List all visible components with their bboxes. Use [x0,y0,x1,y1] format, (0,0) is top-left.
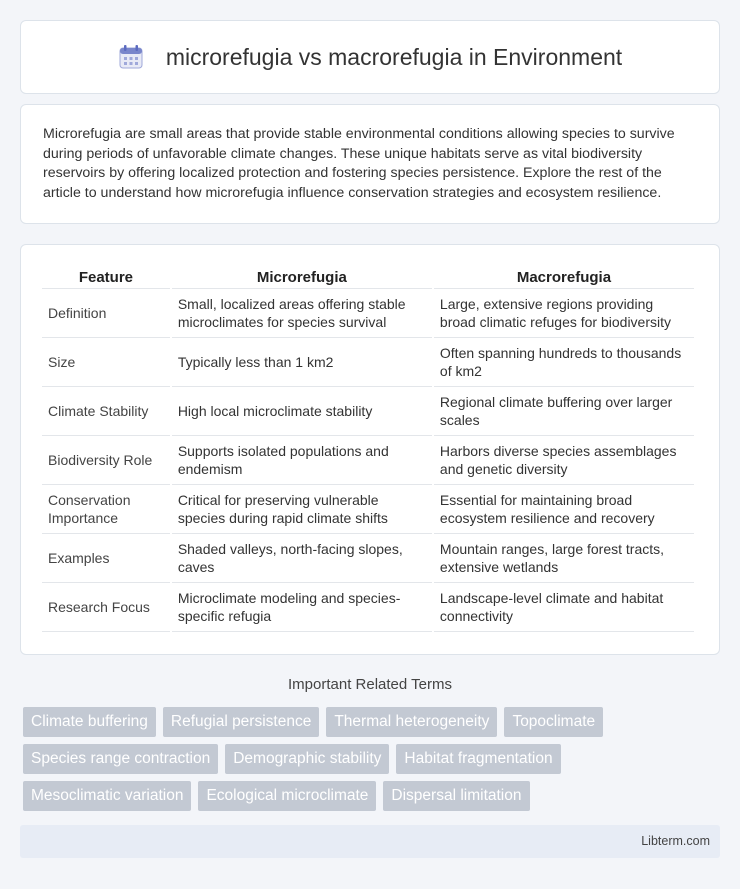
column-header: Feature [42,265,170,289]
table-row [42,436,694,485]
microrefugia-cell: High local microclimate stability [172,387,432,436]
feature-cell: Research Focus [42,583,170,632]
microrefugia-cell: Microclimate modeling and species-specific refugia [172,583,432,632]
feature-cell: Conservation Importance [42,485,170,534]
macrorefugia-cell: Large, extensive regions providing broad climatic refuges for biodiversity [434,289,694,338]
table-row [42,534,694,583]
comparison-card [20,244,720,655]
column-header: Macrorefugia [434,265,694,289]
related-term-tag[interactable]: Topoclimate [504,707,603,737]
microrefugia-cell: Typically less than 1 km2 [172,338,432,387]
microrefugia-cell: Supports isolated populations and endemism [172,436,432,485]
table-row [42,289,694,338]
microrefugia-cell: Critical for preserving vulnerable species during rapid climate shifts [172,485,432,534]
page-title: microrefugia vs macrorefugia in Environment [165,43,623,70]
feature-cell: Biodiversity Role [42,436,170,485]
column-header: Microrefugia [172,265,432,289]
macrorefugia-cell: Mountain ranges, large forest tracts, extensive wetlands [434,534,694,583]
table-row [42,583,694,632]
table-row [42,485,694,534]
related-term-tag[interactable]: Refugial persistence [163,707,319,737]
calendar-icon [118,44,144,70]
macrorefugia-cell: Often spanning hundreds to thousands of km2 [434,338,694,387]
intro-text: Microrefugia are small areas that provide stable environmental conditions allowing species to survive during periods of unfavorable climate changes. These unique habitats serve as vital biodiversity reservoirs by offering localized protection and fostering species persistence. Explore the rest of the article to understand how microrefugia influence conservation strategies and ecosystem resilience. [43,126,675,201]
feature-cell: Definition [42,289,170,338]
related-term-tag[interactable]: Demographic stability [225,744,389,774]
microrefugia-cell: Shaded valleys, north-facing slopes, caves [172,534,432,583]
related-term-tag[interactable]: Climate buffering [23,707,156,737]
related-term-tag[interactable]: Thermal heterogeneity [326,707,497,737]
table-row [42,338,694,387]
footer-site-link[interactable]: Libterm.com [641,834,710,848]
feature-cell: Examples [42,534,170,583]
related-terms-list [23,707,723,818]
related-term-tag[interactable]: Mesoclimatic variation [23,781,191,811]
macrorefugia-cell: Landscape-level climate and habitat connectivity [434,583,694,632]
microrefugia-cell: Small, localized areas offering stable microclimates for species survival [172,289,432,338]
feature-cell: Size [42,338,170,387]
intro-card [20,104,720,224]
page-header [20,20,720,94]
related-terms-heading: Important Related Terms [288,676,452,693]
related-term-tag[interactable]: Species range contraction [23,744,218,774]
related-term-tag[interactable]: Dispersal limitation [383,781,529,811]
footer [20,825,720,858]
feature-cell: Climate Stability [42,387,170,436]
comparison-table [40,265,696,632]
table-header-row [42,265,694,289]
macrorefugia-cell: Regional climate buffering over larger scales [434,387,694,436]
related-term-tag[interactable]: Ecological microclimate [198,781,376,811]
macrorefugia-cell: Harbors diverse species assemblages and genetic diversity [434,436,694,485]
macrorefugia-cell: Essential for maintaining broad ecosystem resilience and recovery [434,485,694,534]
table-row [42,387,694,436]
related-term-tag[interactable]: Habitat fragmentation [396,744,560,774]
